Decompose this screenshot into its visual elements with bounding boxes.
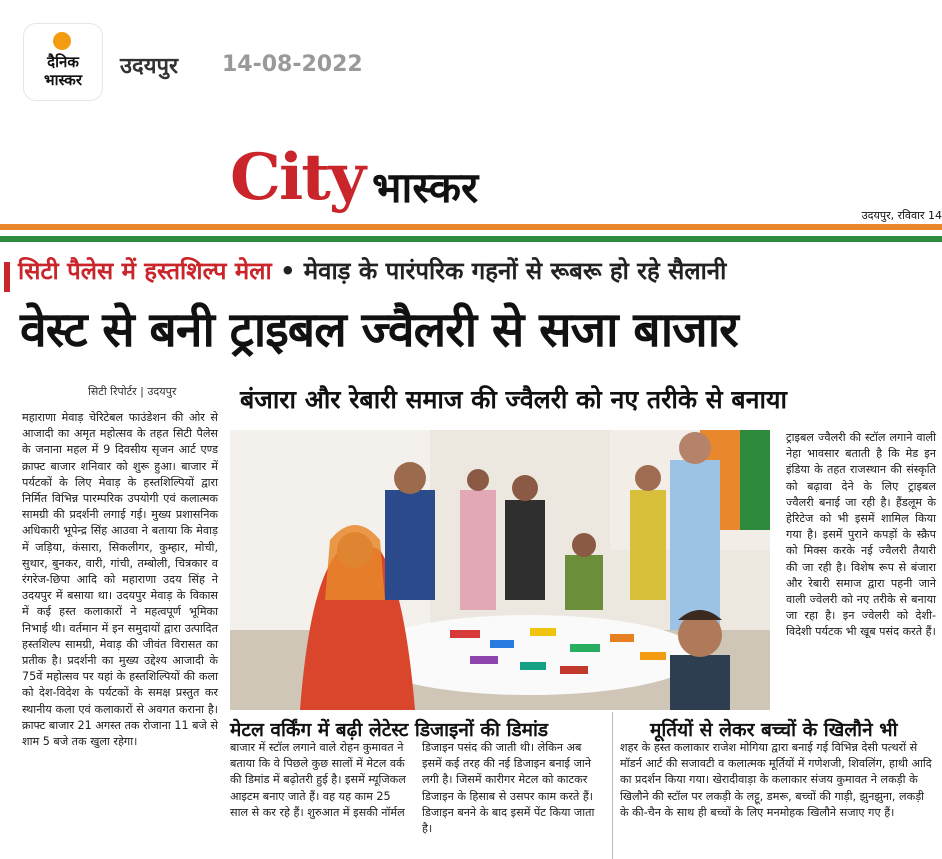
masthead-city-word: City xyxy=(230,140,364,215)
photo-illustration xyxy=(230,430,770,710)
logo-line1: दैनिक xyxy=(47,53,79,71)
metal-working-heading: मेटल वर्किंग में बढ़ी लेटेस्ट डिजाइनों की डिमांड xyxy=(230,719,549,741)
metal-working-text-b: डिजाइन पसंद की जाती थी। लेकिन अब इसमें कई तरह की नई डिजाइन बनाई जाने लगी है। जिसमें कारीगर मेटल को काटकर डिजाइन के हिसाब से उसपर काम करते हैं। डिजाइन बनने के बाद इसमें पेंट किया जाता है। xyxy=(422,741,595,836)
kicker-rest-text: • मेवाड़ के पारंपरिक गहनों से रूबरू हो रहे सैलानी xyxy=(271,257,727,285)
article-kicker xyxy=(18,254,942,290)
article-headline: वेस्ट से बनी ट्राइबल ज्वैलरी से सजा बाजार xyxy=(20,302,738,358)
edition-date: 14-08-2022 xyxy=(222,52,363,77)
kicker-red-text: सिटी पैलेस में हस्तशिल्प मेला xyxy=(18,257,272,285)
logo-line2: भास्कर xyxy=(44,71,82,89)
article-byline: सिटी रिपोर्टर | उदयपुर xyxy=(88,385,177,398)
article-subhead: बंजारा और रेबारी समाज की ज्वैलरी को नए तरीके से बनाया xyxy=(240,385,787,414)
top-header xyxy=(0,0,942,120)
market-stall-photo xyxy=(230,430,770,710)
masthead-bhaskar-word: भास्कर xyxy=(372,163,479,212)
right-column-text: ट्राइबल ज्वैलरी की स्टॉल लगाने वाली नेहा भावसार बताती है कि मेड इन इंडिया के तहत राजस्थान की संस्कृति को बढ़ावा देने के लिए ट्राइबल ज्वैलरी बनाई जा रही है। हैंडलूम के हेरिटेज को भी इसमें शामिल किया गया है। इसमें पुराने कपड़ों के स्क्रैप को मिक्स करके नई ज्वैलरी तैयारी की जा रही है। विशेष रूप से बंजारा और रेबारी समाज द्वारा पहनी जाने वाली ज्वेलरी को नए तरीके से बनाया जा रहा है। इन ज्वेलरी को देशी-विदेशी पर्यटक भी खूब पसंद करते हैं। xyxy=(786,431,936,639)
edition-city: उदयपुर xyxy=(120,54,178,79)
saffron-divider xyxy=(0,224,942,230)
sun-icon xyxy=(53,32,71,50)
city-bhaskar-masthead xyxy=(0,140,942,250)
column-divider xyxy=(612,712,613,859)
idols-toys-text: शहर के हस्त कलाकार राजेश मोगिया द्वारा बनाई गई विभिन्न देसी पत्थरों से मॉडर्न आर्ट की सजावटी व कलात्मक मूर्तियों में गणेशजी, शिवलिंग, हाथी आदि का प्रदर्शन किया गया। खेरादीवाड़ा के कलाकार संजय कुमावत ने लकड़ी के खिलौने की स्टॉल पर लकड़ी के लट्टू, डमरू, बच्चों की गाड़ी, झुनझुना, लकड़ी के की-चैन के साथ ही बच्चों के लिए मनमोहक खिलौने सजाए गए हैं। xyxy=(620,741,932,819)
masthead-dateline: उदयपुर, रविवार 14 xyxy=(861,209,942,222)
metal-working-text-a: बाजार में स्टॉल लगाने वाले रोहन कुमावत ने बताया कि वे पिछले कुछ सालों में मेटल वर्क की डिमांड में बढ़ोतरी हुई है। इसमें म्यूजिकल आइटम बनाए जाते हैं। वह यह काम 25 साल से कर रहे हैं। शुरुआत में इसकी नॉर्मल xyxy=(230,741,406,819)
kicker-marker xyxy=(4,262,10,292)
idols-toys-heading: मूर्तियों से लेकर बच्चों के खिलौने भी xyxy=(650,719,898,741)
green-divider xyxy=(0,236,942,242)
dainik-bhaskar-logo[interactable] xyxy=(24,24,102,100)
left-column-text: महाराणा मेवाड़ चेरिटेबल फाउंडेशन की ओर से आजादी का अमृत महोत्सव के तहत सिटी पैलेस के जनाना महल में 9 दिवसीय सृजन आर्ट एण्ड क्राफ्ट बाजार शनिवार को शुरू हुआ। बाजार में पर्यटकों के लिए मेवाड़ के हस्तशिल्पियों द्वारा निर्मित विभिन्न पारम्परिक उपयोगी एवं कलात्मक सामग्री की प्रदर्शनी लगाई गई। मुख्य प्रशासनिक अधिकारी भूपेन्द्र सिंह आउवा ने बताया कि मेवाड़ में जड़िया, कंसारा, सिकलीगर, कुम्हार, मोची, सुथार, बुनकर, वारी, गांची, तम्बोली, चित्रकार व रंगरेज-छिपा आदि को महाराणा उदय सिंह ने उदयपुर में बसाया था। उदयपुर मेवाड़ के विकास में कई हस्त कलाकारों ने महत्वपूर्ण भूमिका निभाई थी। वर्तमान में इन समुदायों द्वारा उत्पादित हस्तशिल्प सामग्री, मेवाड़ की जीवंत विरासत का प्रतीक है। प्रदर्शनी का मुख्य उद्देश्य आजादी के 75वें महोत्सव पर यहां के हस्तशिल्पियों की कला को देश-विदेश के पर्यटकों के समक्ष प्रस्तुत कर स्थानीय कला एवं कलाकारों से अवगत कराना है। क्राफ्ट बाजार 21 अगस्त तक रोजाना 11 बजे से शाम 5 बजे तक खुला रहेगा। xyxy=(22,411,218,749)
